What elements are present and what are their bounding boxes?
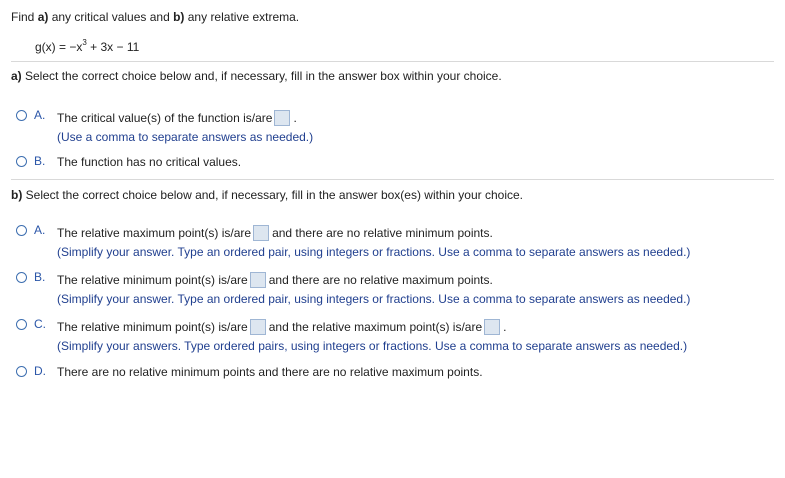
part-b-choice-c-radio[interactable] — [16, 319, 27, 330]
divider — [11, 61, 774, 62]
relative-maximum-answer-box[interactable] — [253, 225, 269, 241]
relative-minimum-answer-box[interactable] — [250, 319, 266, 335]
part-b-prompt: b) Select the correct choice below and, if necessary, fill in the answer box(es) within your choice. — [11, 188, 524, 202]
part-a-prompt: a) Select the correct choice below and, if necessary, fill in the answer box within your choice. — [11, 69, 502, 83]
part-b-choice-b-hint: (Simplify your answer. Type an ordered pair, using integers or fractions. Use a comma to separate answers as needed.) — [57, 292, 691, 306]
part-b-choice-a-radio[interactable] — [16, 225, 27, 236]
relative-maximum-answer-box[interactable] — [484, 319, 500, 335]
function-expression: $g(x) = -x^3 + 3x - 11$ — [35, 38, 140, 54]
part-b-choice-b-text: The relative minimum point(s) is/are and there are no relative maximum points. — [57, 273, 493, 288]
part-b-choice-d-letter: D. — [34, 364, 46, 378]
part-b-choice-b-radio[interactable] — [16, 272, 27, 283]
part-b-choice-c-text: The relative minimum point(s) is/are and the relative maximum point(s) is/are . — [57, 320, 507, 335]
part-a-choice-a-hint: (Use a comma to separate answers as needed.) — [57, 130, 314, 144]
part-b-choice-a-letter: A. — [34, 223, 46, 237]
divider — [11, 179, 774, 180]
part-a-choice-b-text: The function has no critical values. — [57, 155, 242, 169]
question-instruction: Find a) any critical values and b) any relative extrema. — [11, 10, 300, 24]
relative-minimum-answer-box[interactable] — [250, 272, 266, 288]
part-a-choice-a-radio[interactable] — [16, 110, 27, 121]
part-b-choice-c-hint: (Simplify your answers. Type ordered pairs, using integers or fractions. Use a comma to separate answers as needed.) — [57, 339, 688, 353]
part-b-choice-a-hint: (Simplify your answer. Type an ordered pair, using integers or fractions. Use a comma to separate answers as needed.) — [57, 245, 691, 259]
part-a-choice-a-letter: A. — [34, 108, 46, 122]
part-a-choice-a-text: The critical value(s) of the function is/are . — [57, 111, 297, 126]
part-a-choice-b-radio[interactable] — [16, 156, 27, 167]
part-b-choice-d-text: There are no relative minimum points and there are no relative maximum points. — [57, 365, 483, 379]
part-b-choice-b-letter: B. — [34, 270, 46, 284]
part-b-choice-d-radio[interactable] — [16, 366, 27, 377]
part-b-choice-c-letter: C. — [34, 317, 46, 331]
critical-values-answer-box[interactable] — [274, 110, 290, 126]
part-a-choice-b-letter: B. — [34, 154, 46, 168]
part-b-choice-a-text: The relative maximum point(s) is/are and there are no relative minimum points. — [57, 226, 493, 241]
